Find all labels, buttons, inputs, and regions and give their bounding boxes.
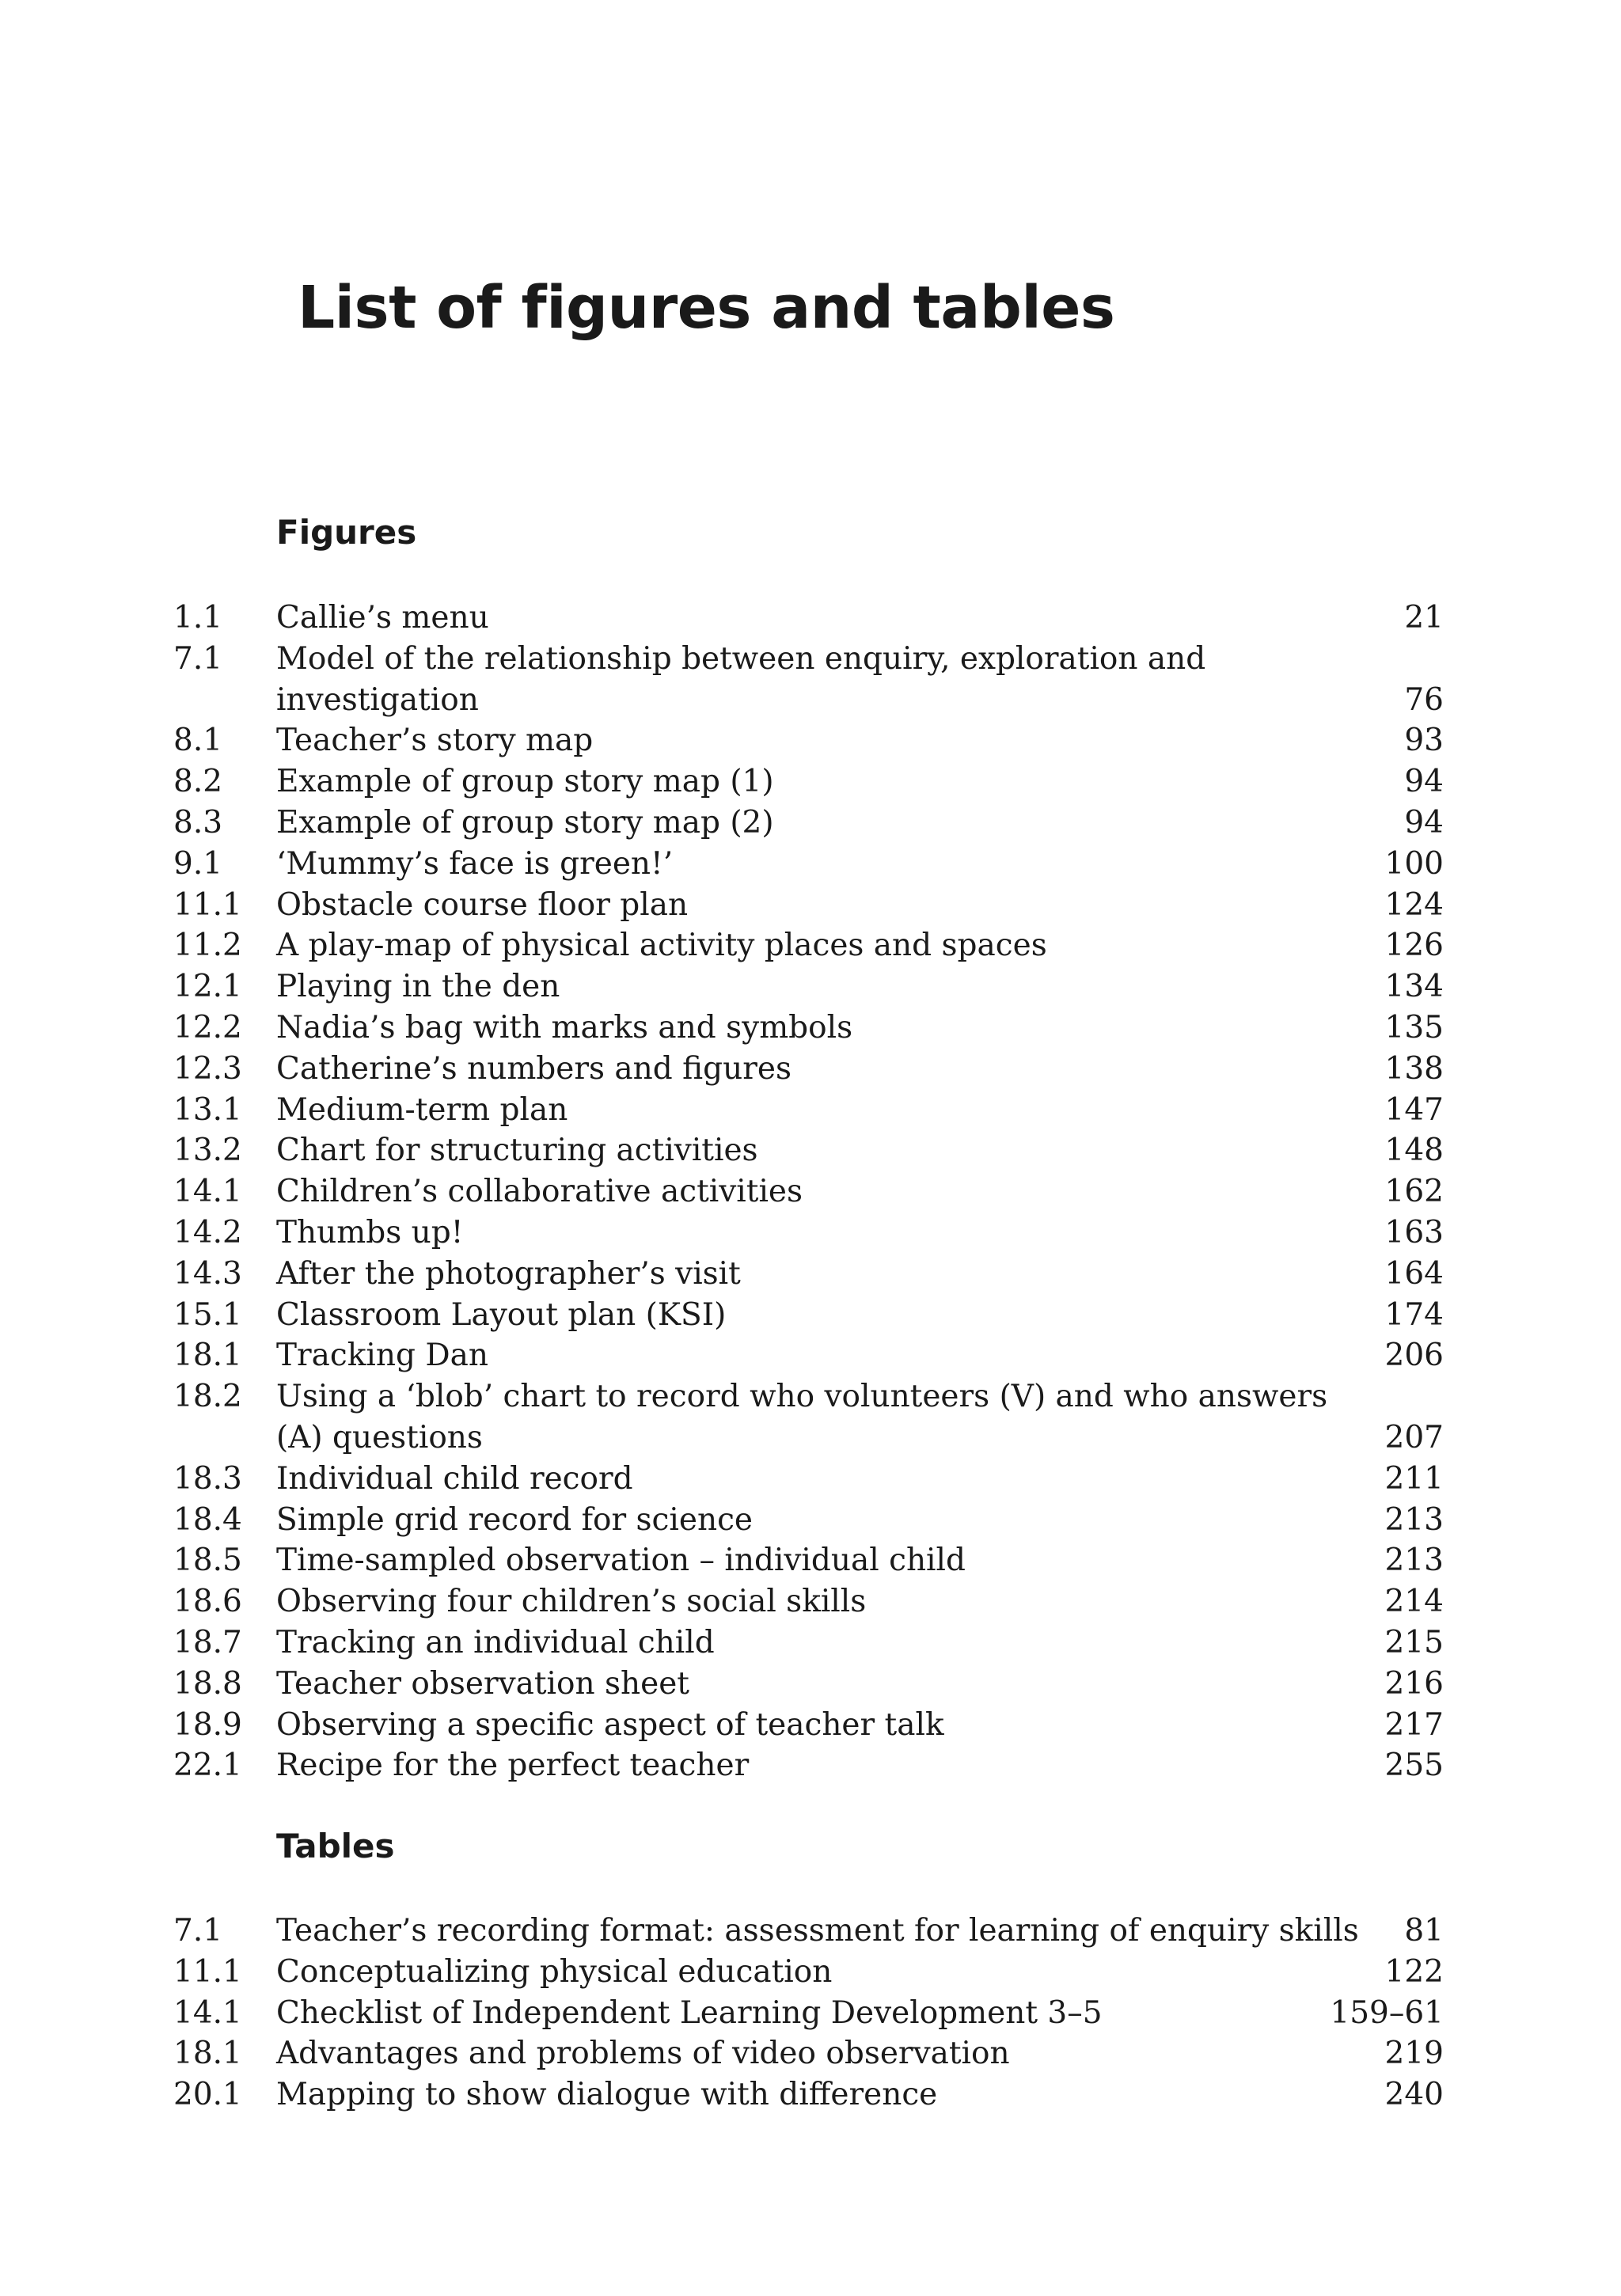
entry-number: 18.6	[173, 1584, 242, 1620]
entry-title: Obstacle course floor plan	[276, 886, 689, 923]
list-item	[0, 639, 1621, 721]
entry-title: Advantages and problems of video observation	[276, 2036, 1010, 2072]
list-item	[0, 1664, 1621, 1705]
entry-number: 12.3	[173, 1050, 242, 1087]
entry-page-number: 216	[1384, 1665, 1444, 1702]
entry-page-number: 213	[1384, 1543, 1444, 1579]
entry-page-number: 135	[1384, 1009, 1444, 1046]
list-item	[0, 1911, 1621, 1952]
entry-page-number: 124	[1384, 886, 1444, 923]
entry-title: Simple grid record for science	[276, 1501, 753, 1538]
entry-title: Individual child record	[276, 1460, 633, 1497]
entry-page-number: 148	[1384, 1133, 1444, 1169]
entry-number: 7.1	[173, 1913, 223, 1949]
entry-page-number: 255	[1384, 1748, 1444, 1784]
entry-number: 20.1	[173, 2077, 242, 2113]
entry-page-number: 206	[1384, 1338, 1444, 1374]
list-item	[0, 1254, 1621, 1295]
entry-number: 18.9	[173, 1706, 242, 1743]
figures-heading: Figures	[276, 513, 417, 552]
entry-page-number: 134	[1384, 969, 1444, 1005]
entry-page-number: 100	[1384, 845, 1444, 882]
list-item	[0, 2033, 1621, 2074]
entry-number: 18.2	[173, 1379, 242, 1415]
entry-page-number: 93	[1404, 723, 1444, 759]
entry-number: 8.2	[173, 764, 223, 800]
entry-title: Classroom Layout plan (KSI)	[276, 1296, 727, 1333]
entry-title: Chart for structuring activities	[276, 1133, 758, 1169]
entry-number: 18.4	[173, 1501, 242, 1538]
entry-page-number: 215	[1384, 1624, 1444, 1660]
list-item	[0, 1090, 1621, 1131]
entry-title: Recipe for the perfect teacher	[276, 1748, 750, 1784]
entry-title: Teacher observation sheet	[276, 1665, 689, 1702]
list-item	[0, 803, 1621, 844]
entry-number: 11.1	[173, 886, 242, 923]
entry-page-number: 147	[1384, 1091, 1444, 1128]
entry-number: 13.2	[173, 1133, 242, 1169]
entry-title: Teacher’s recording format: assessment for learning of enquiry skills	[276, 1913, 1359, 1949]
entry-page-number: 207	[1384, 1419, 1444, 1455]
list-item	[0, 1705, 1621, 1746]
list-item	[0, 1622, 1621, 1664]
entry-number: 14.2	[173, 1214, 242, 1250]
figures-list	[0, 598, 1621, 1786]
list-item	[0, 1130, 1621, 1171]
entry-page-number: 219	[1384, 2036, 1444, 2072]
entry-page-number: 240	[1384, 2077, 1444, 2113]
entry-title: Medium-term plan	[276, 1091, 568, 1128]
entry-number: 11.2	[173, 928, 242, 964]
entry-page-number: 94	[1404, 804, 1444, 841]
entry-number: 8.3	[173, 804, 223, 841]
entry-title: Observing four children’s social skills	[276, 1584, 867, 1620]
entry-number: 13.1	[173, 1091, 242, 1128]
entry-title: Catherine’s numbers and figures	[276, 1050, 792, 1087]
list-item	[0, 761, 1621, 803]
entry-page-number: 211	[1384, 1460, 1444, 1497]
list-item	[0, 1459, 1621, 1500]
entry-title: Tracking Dan	[276, 1338, 488, 1374]
entry-title: Time-sampled observation – individual child	[276, 1543, 966, 1579]
entry-page-number: 214	[1384, 1584, 1444, 1620]
entry-title: Thumbs up!	[276, 1214, 464, 1250]
entry-number: 12.2	[173, 1009, 242, 1046]
entry-number: 18.5	[173, 1543, 242, 1579]
list-item	[0, 1335, 1621, 1376]
entry-number: 18.8	[173, 1665, 242, 1702]
entry-title: Tracking an individual child	[276, 1624, 715, 1660]
entry-title: Playing in the den	[276, 969, 560, 1005]
list-item	[0, 885, 1621, 926]
list-item	[0, 1295, 1621, 1336]
entry-number: 12.1	[173, 969, 242, 1005]
list-item	[0, 1376, 1621, 1459]
entry-number: 15.1	[173, 1296, 242, 1333]
entry-title: After the photographer’s visit	[276, 1255, 741, 1292]
entry-number: 14.1	[173, 1174, 242, 1210]
entry-title: Conceptualizing physical education	[276, 1953, 833, 1990]
entry-number: 11.1	[173, 1953, 242, 1990]
entry-number: 9.1	[173, 845, 223, 882]
entry-title: Teacher’s story map	[276, 723, 594, 759]
list-item	[0, 1581, 1621, 1622]
list-item	[0, 844, 1621, 885]
list-item	[0, 2074, 1621, 2116]
entry-number: 22.1	[173, 1748, 242, 1784]
entry-page-number: 94	[1404, 764, 1444, 800]
entry-number: 1.1	[173, 600, 223, 636]
list-item	[0, 1952, 1621, 1993]
entry-number: 14.1	[173, 1994, 242, 2031]
entry-page-number: 164	[1384, 1255, 1444, 1292]
entry-title: Nadia’s bag with marks and symbols	[276, 1009, 853, 1046]
entry-page-number: 163	[1384, 1214, 1444, 1250]
list-item	[0, 1500, 1621, 1541]
entry-title: A play-map of physical activity places and spaces	[276, 928, 1047, 964]
entry-title: Example of group story map (2)	[276, 804, 774, 841]
entry-page-number: 162	[1384, 1174, 1444, 1210]
page-title: List of figures and tables	[298, 274, 1115, 342]
list-item	[0, 1745, 1621, 1786]
entry-page-number: 159–61	[1330, 1994, 1444, 2031]
entry-page-number: 217	[1384, 1706, 1444, 1743]
list-item	[0, 1049, 1621, 1090]
entry-title: Model of the relationship between enquiry, exploration and investigation	[276, 640, 1206, 718]
tables-list	[0, 1911, 1621, 2116]
entry-number: 7.1	[173, 640, 223, 677]
list-item	[0, 1993, 1621, 2034]
list-item	[0, 720, 1621, 761]
entry-page-number: 213	[1384, 1501, 1444, 1538]
entry-page-number: 138	[1384, 1050, 1444, 1087]
entry-number: 18.3	[173, 1460, 242, 1497]
list-item	[0, 1213, 1621, 1254]
entry-number: 18.1	[173, 1338, 242, 1374]
entry-title: Children’s collaborative activities	[276, 1174, 803, 1210]
list-item	[0, 1008, 1621, 1049]
entry-title: Observing a specific aspect of teacher talk	[276, 1706, 944, 1743]
list-item	[0, 1171, 1621, 1213]
list-item	[0, 966, 1621, 1008]
entry-number: 18.7	[173, 1624, 242, 1660]
entry-title: Example of group story map (1)	[276, 764, 774, 800]
list-item	[0, 598, 1621, 639]
entry-page-number: 21	[1404, 600, 1444, 636]
entry-number: 8.1	[173, 723, 223, 759]
tables-heading: Tables	[276, 1827, 395, 1865]
entry-title: Mapping to show dialogue with difference	[276, 2077, 938, 2113]
entry-title: Using a ‘blob’ chart to record who volunteers (V) and who answers (A) questions	[276, 1379, 1328, 1455]
list-item	[0, 1540, 1621, 1581]
list-item	[0, 925, 1621, 966]
entry-page-number: 174	[1384, 1296, 1444, 1333]
entry-page-number: 76	[1404, 681, 1444, 718]
entry-number: 18.1	[173, 2036, 242, 2072]
entry-number: 14.3	[173, 1255, 242, 1292]
entry-page-number: 122	[1384, 1953, 1444, 1990]
entry-title: Callie’s menu	[276, 600, 489, 636]
entry-title: ‘Mummy’s face is green!’	[276, 845, 674, 882]
entry-title: Checklist of Independent Learning Development 3–5	[276, 1994, 1103, 2031]
entry-page-number: 81	[1404, 1913, 1444, 1949]
entry-page-number: 126	[1384, 928, 1444, 964]
